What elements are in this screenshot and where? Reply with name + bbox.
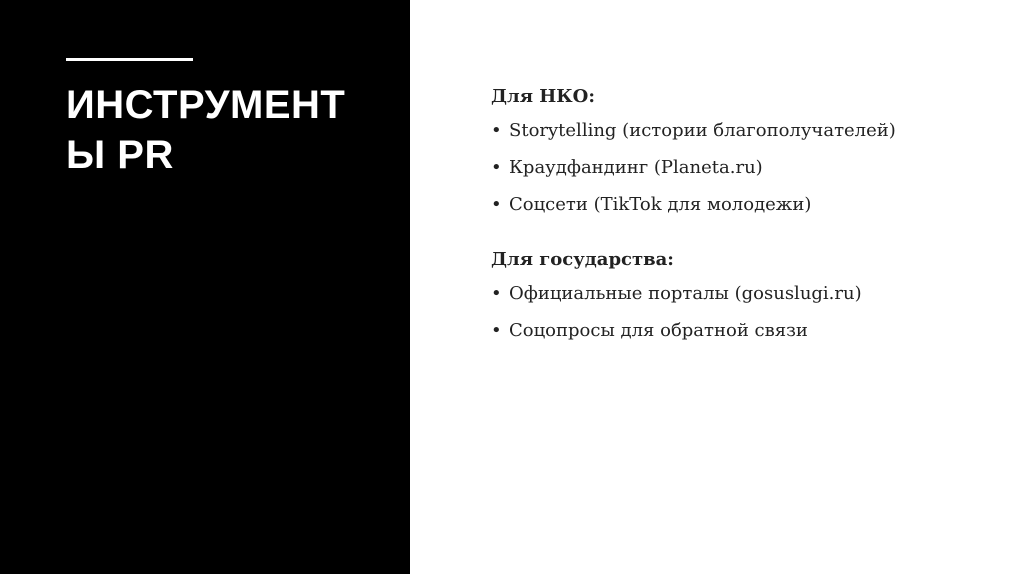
section-nko (491, 84, 991, 218)
bullet-list (491, 118, 991, 218)
section-heading: Для государства: (491, 249, 674, 270)
list-item-text: Соцсети (TikTok для молодежи) (509, 194, 812, 215)
bullet-icon: • (491, 320, 502, 341)
list-item-text: Краудфандинг (Planeta.ru) (509, 157, 763, 178)
bullet-list (491, 281, 991, 344)
section-heading: Для НКО: (491, 86, 595, 107)
slide-content (491, 84, 991, 355)
slide-title-line-2: Ы PR (66, 133, 174, 177)
list-item-text: Соцопросы для обратной связи (509, 320, 808, 341)
list-item (491, 192, 991, 218)
list-item-text: Storytelling (истории благополучателей) (509, 120, 896, 141)
bullet-icon: • (491, 283, 502, 304)
list-item (491, 118, 991, 144)
bullet-icon: • (491, 194, 502, 215)
list-item (491, 318, 991, 344)
title-rule (66, 58, 193, 61)
section-government (491, 247, 991, 344)
list-item (491, 155, 991, 181)
slide-title (66, 80, 376, 180)
bullet-icon: • (491, 157, 502, 178)
title-panel (0, 0, 410, 574)
slide-title-line-1: ИНСТРУМЕНТ (66, 83, 346, 127)
list-item (491, 281, 991, 307)
bullet-icon: • (491, 120, 502, 141)
list-item-text: Официальные порталы (gosuslugi.ru) (509, 283, 862, 304)
